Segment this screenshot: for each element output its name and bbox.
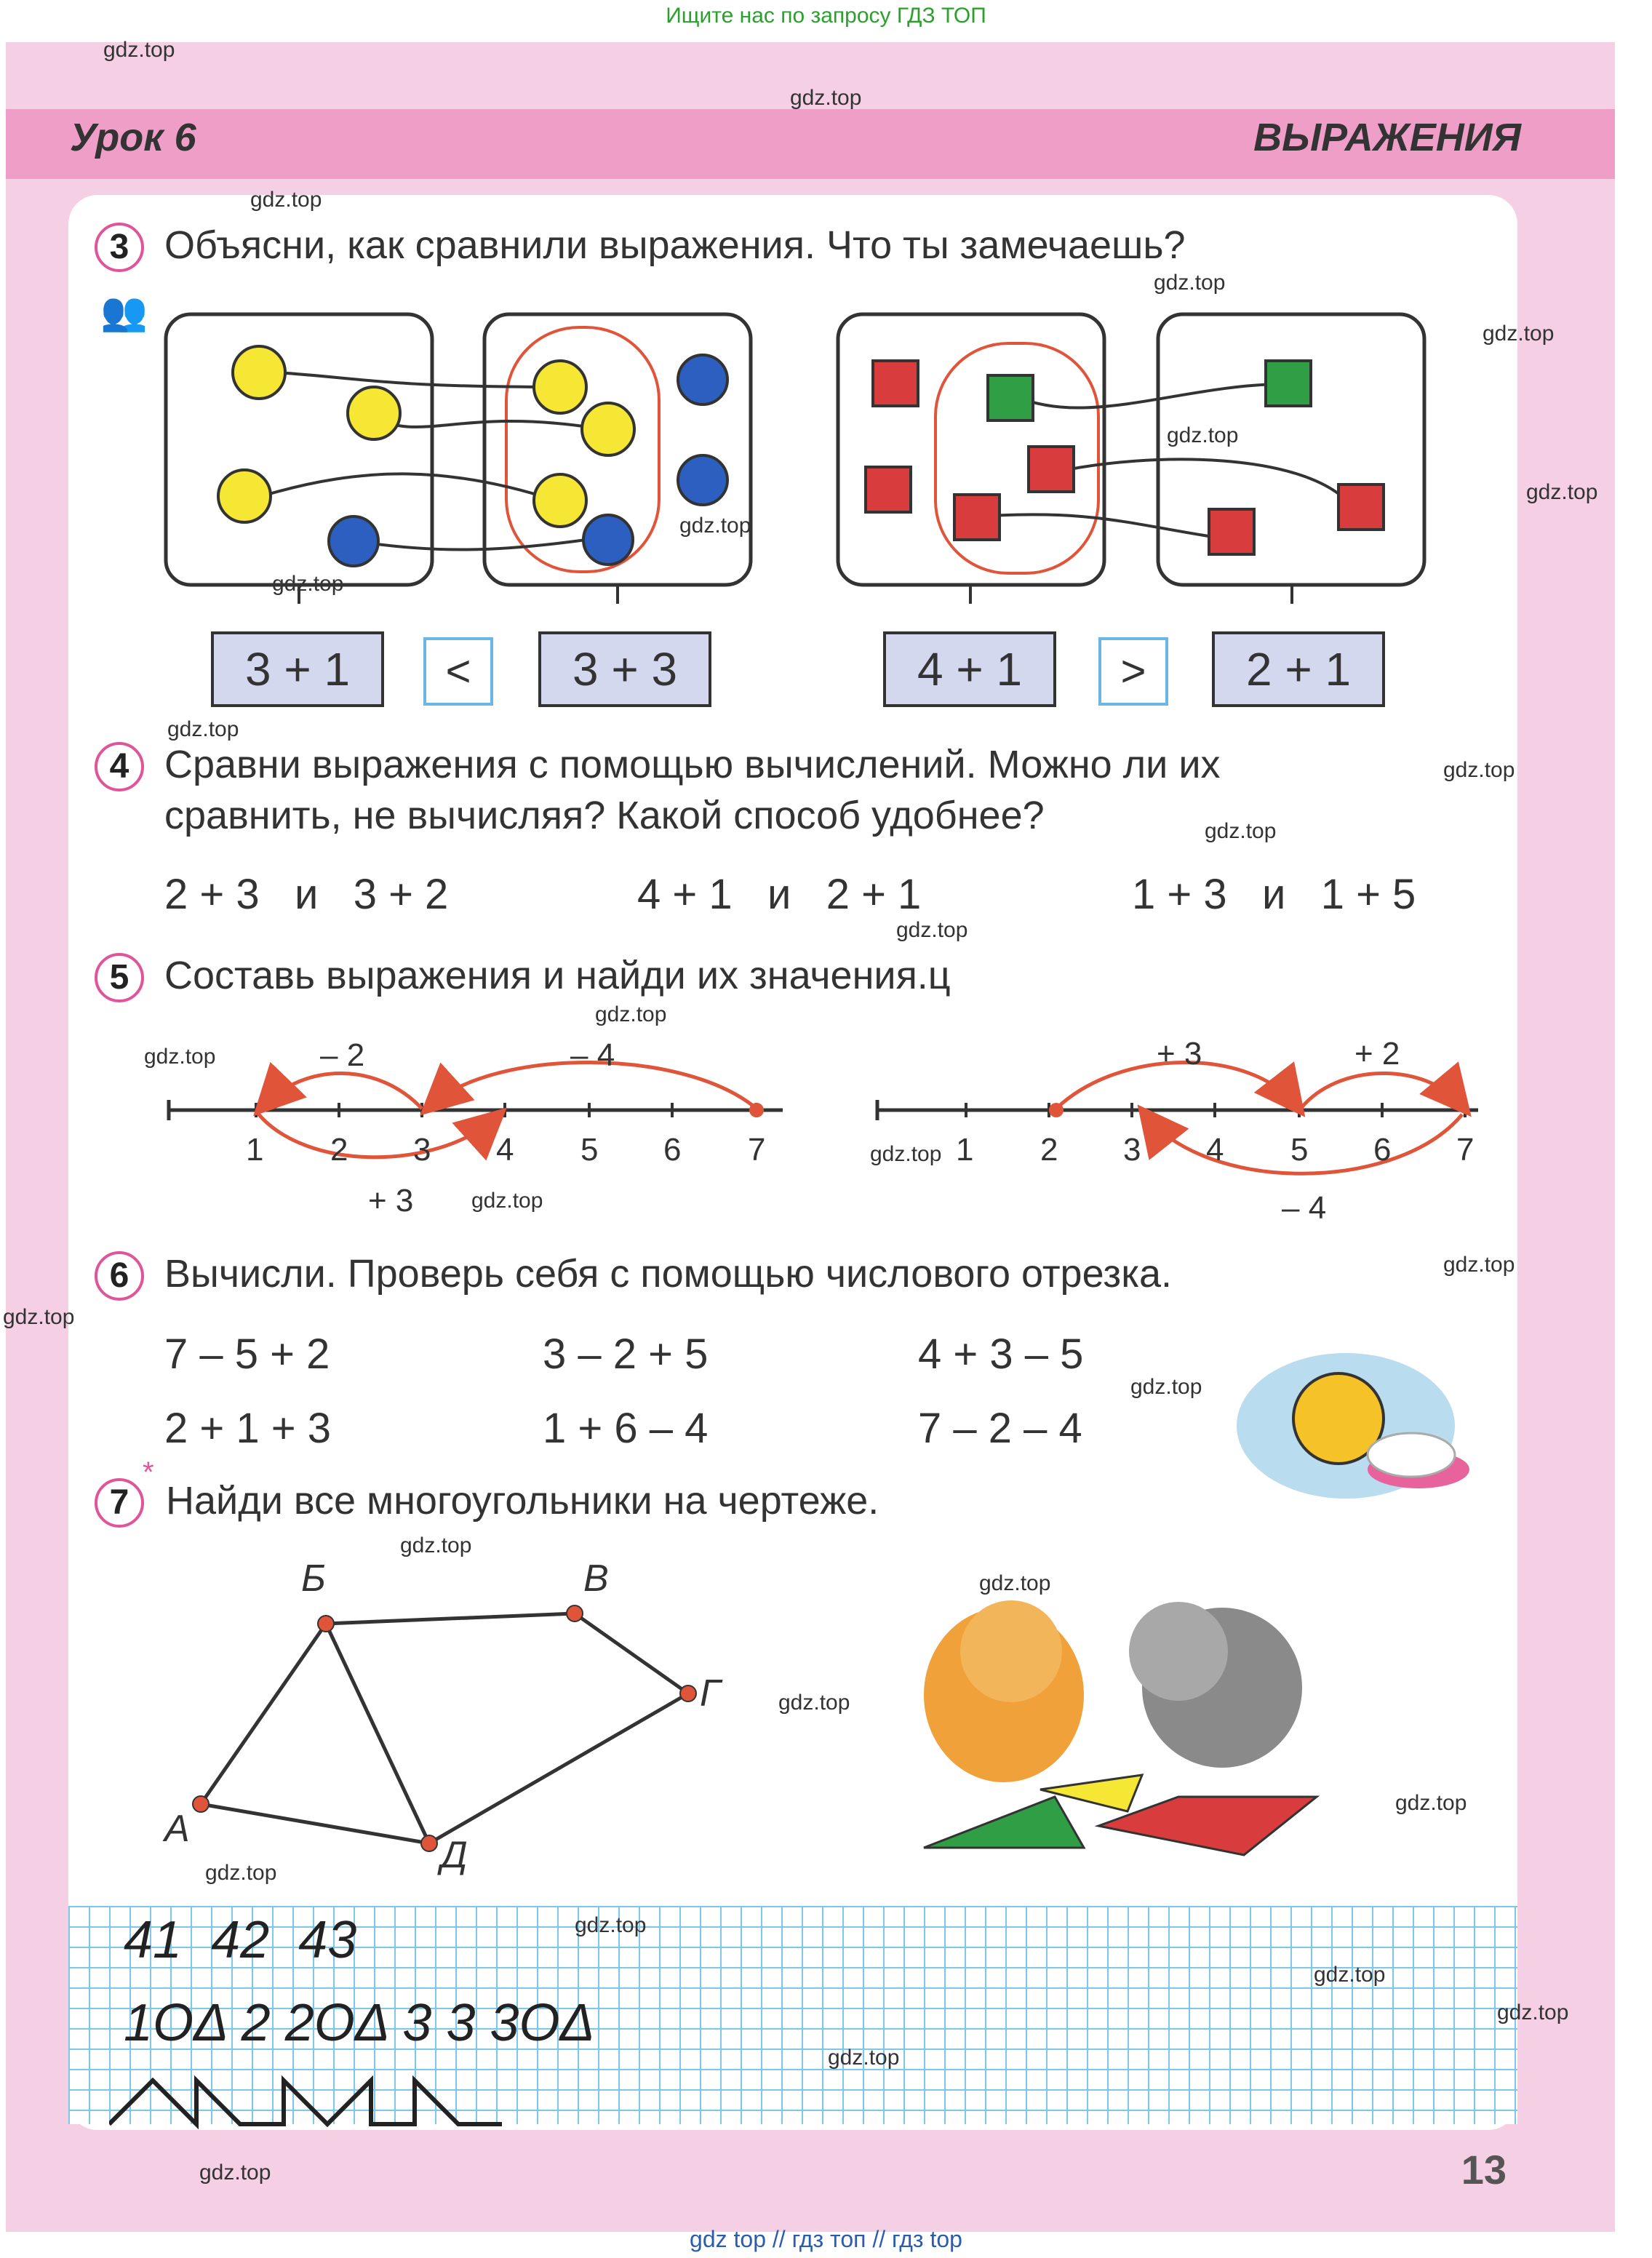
page-number: 13 (1461, 2147, 1507, 2193)
expression-box: 2 + 1 (1212, 631, 1385, 707)
tick-label: 4 (1206, 1132, 1224, 1168)
watermark: gdz.top (1205, 819, 1277, 843)
expression-box: 3 + 3 (538, 631, 711, 707)
cat-dog-illustration (902, 1579, 1338, 1870)
watermark: gdz.top (1314, 1963, 1386, 1987)
expression: 7 – 5 + 2 (164, 1331, 330, 1378)
expression-pair: 1 + 3 и 1 + 5 (1132, 871, 1416, 918)
arc-label: – 4 (1282, 1190, 1327, 1226)
watermark: gdz.top (575, 1913, 647, 1937)
watermark: gdz.top (272, 572, 344, 596)
expression: 2 + 1 + 3 (164, 1405, 331, 1452)
watermark: gdz.top (790, 86, 862, 110)
expression-pair: 4 + 1 и 2 + 1 (637, 871, 922, 918)
expression-box: 4 + 1 (883, 631, 1056, 707)
tick-label: 4 (496, 1132, 514, 1168)
task-4-number: 4 (95, 742, 144, 791)
task-5-text: Составь выражения и найди их значения.ц (164, 954, 951, 997)
watermark: gdz.top (3, 1305, 75, 1329)
top-banner[interactable]: Ищите нас по запросу ГДЗ ТОП (666, 4, 986, 28)
tick-label: 1 (246, 1132, 264, 1168)
tick-label: 7 (748, 1132, 766, 1168)
vertex-label: А (164, 1808, 190, 1850)
topic-title: ВЫРАЖЕНИЯ (1253, 116, 1521, 159)
expression: 7 – 2 – 4 (918, 1405, 1082, 1452)
task-4-text-line2: сравнить, не вычисляя? Какой способ удобнее? (164, 794, 1045, 837)
task-7-text: Найди все многоугольники на чертеже. (166, 1479, 879, 1523)
watermark: gdz.top (595, 1002, 667, 1026)
watermark: gdz.top (1154, 271, 1226, 295)
task-7-number: 7 (95, 1478, 144, 1528)
tick-label: 3 (413, 1132, 431, 1168)
watermark: gdz.top (167, 717, 239, 741)
tick-label: 6 (1373, 1132, 1392, 1168)
watermark: gdz.top (250, 188, 322, 212)
handwriting-line-2: 1ОΔ 2 2ОΔ 3 3 3ОΔ (124, 1994, 595, 2052)
expression: 3 – 2 + 5 (543, 1331, 709, 1378)
watermark: gdz.top (1443, 758, 1515, 782)
tick-label: 7 (1456, 1132, 1475, 1168)
compare-sign: < (423, 637, 493, 706)
tick-label: 2 (330, 1132, 348, 1168)
arc-label: – 4 (570, 1037, 615, 1073)
set-box (1158, 314, 1424, 585)
pair-work-icon: 👥 (100, 291, 148, 333)
tick-label: 2 (1040, 1132, 1058, 1168)
watermark: gdz.top (679, 514, 751, 538)
watermark: gdz.top (400, 1533, 472, 1557)
vertex-label: Д (441, 1834, 468, 1876)
vertex-label: В (583, 1557, 609, 1600)
vertex-label: Б (301, 1557, 326, 1600)
watermark: gdz.top (1167, 423, 1239, 447)
task-4-text-line1: Сравни выражения с помощью вычислений. Можно ли их (164, 743, 1221, 786)
tick-label: 6 (663, 1132, 682, 1168)
task-5-number: 5 (95, 953, 144, 1002)
watermark: gdz.top (870, 1142, 942, 1166)
watermark: gdz.top (144, 1045, 216, 1069)
sun-cloud-illustration (1237, 1346, 1484, 1506)
tick-label: 1 (956, 1132, 974, 1168)
vertex-label: Г (700, 1672, 721, 1715)
watermark: gdz.top (199, 2161, 271, 2185)
tick-label: 5 (1290, 1132, 1309, 1168)
watermark: gdz.top (979, 1571, 1051, 1595)
handwriting-line-1: 41 42 43 (124, 1911, 357, 1969)
expression: 4 + 3 – 5 (918, 1331, 1084, 1378)
expression: 1 + 6 – 4 (543, 1405, 709, 1452)
expression-pair: 2 + 3 и 3 + 2 (164, 871, 449, 918)
arc-label: + 2 (1354, 1036, 1400, 1072)
watermark: gdz.top (828, 2046, 900, 2070)
star-mark: * (143, 1456, 154, 1488)
watermark: gdz.top (1443, 1253, 1515, 1277)
compare-sign: > (1098, 637, 1168, 706)
lesson-title: Урок 6 (70, 116, 196, 159)
watermark: gdz.top (103, 38, 175, 62)
task-6-text: Вычисли. Проверь себя с помощью числового отрезка. (164, 1252, 1173, 1296)
watermark: gdz.top (896, 918, 968, 942)
task-3-diagram (145, 298, 1455, 604)
watermark: gdz.top (1483, 322, 1555, 346)
footer-links[interactable]: gdz top // гдз топ // гдз top (690, 2226, 962, 2252)
watermark: gdz.top (1526, 480, 1598, 504)
watermark: gdz.top (205, 1861, 277, 1885)
watermark: gdz.top (1130, 1375, 1202, 1399)
zigzag-pattern (109, 2073, 516, 2131)
arc-label: + 3 (368, 1183, 414, 1218)
arc-label: – 2 (320, 1037, 365, 1073)
polygon-drawing (145, 1564, 727, 1870)
arc-label: + 3 (1157, 1036, 1202, 1072)
watermark: gdz.top (778, 1691, 850, 1715)
task-3-number: 3 (95, 223, 144, 272)
tick-label: 3 (1123, 1132, 1141, 1168)
expression-box: 3 + 1 (211, 631, 384, 707)
task-6-number: 6 (95, 1251, 144, 1301)
tick-label: 5 (580, 1132, 599, 1168)
watermark: gdz.top (471, 1189, 543, 1213)
watermark: gdz.top (1497, 2000, 1569, 2024)
set-box (166, 314, 432, 585)
task-3-text: Объясни, как сравнили выражения. Что ты замечаешь? (164, 223, 1186, 267)
watermark: gdz.top (1395, 1791, 1467, 1815)
